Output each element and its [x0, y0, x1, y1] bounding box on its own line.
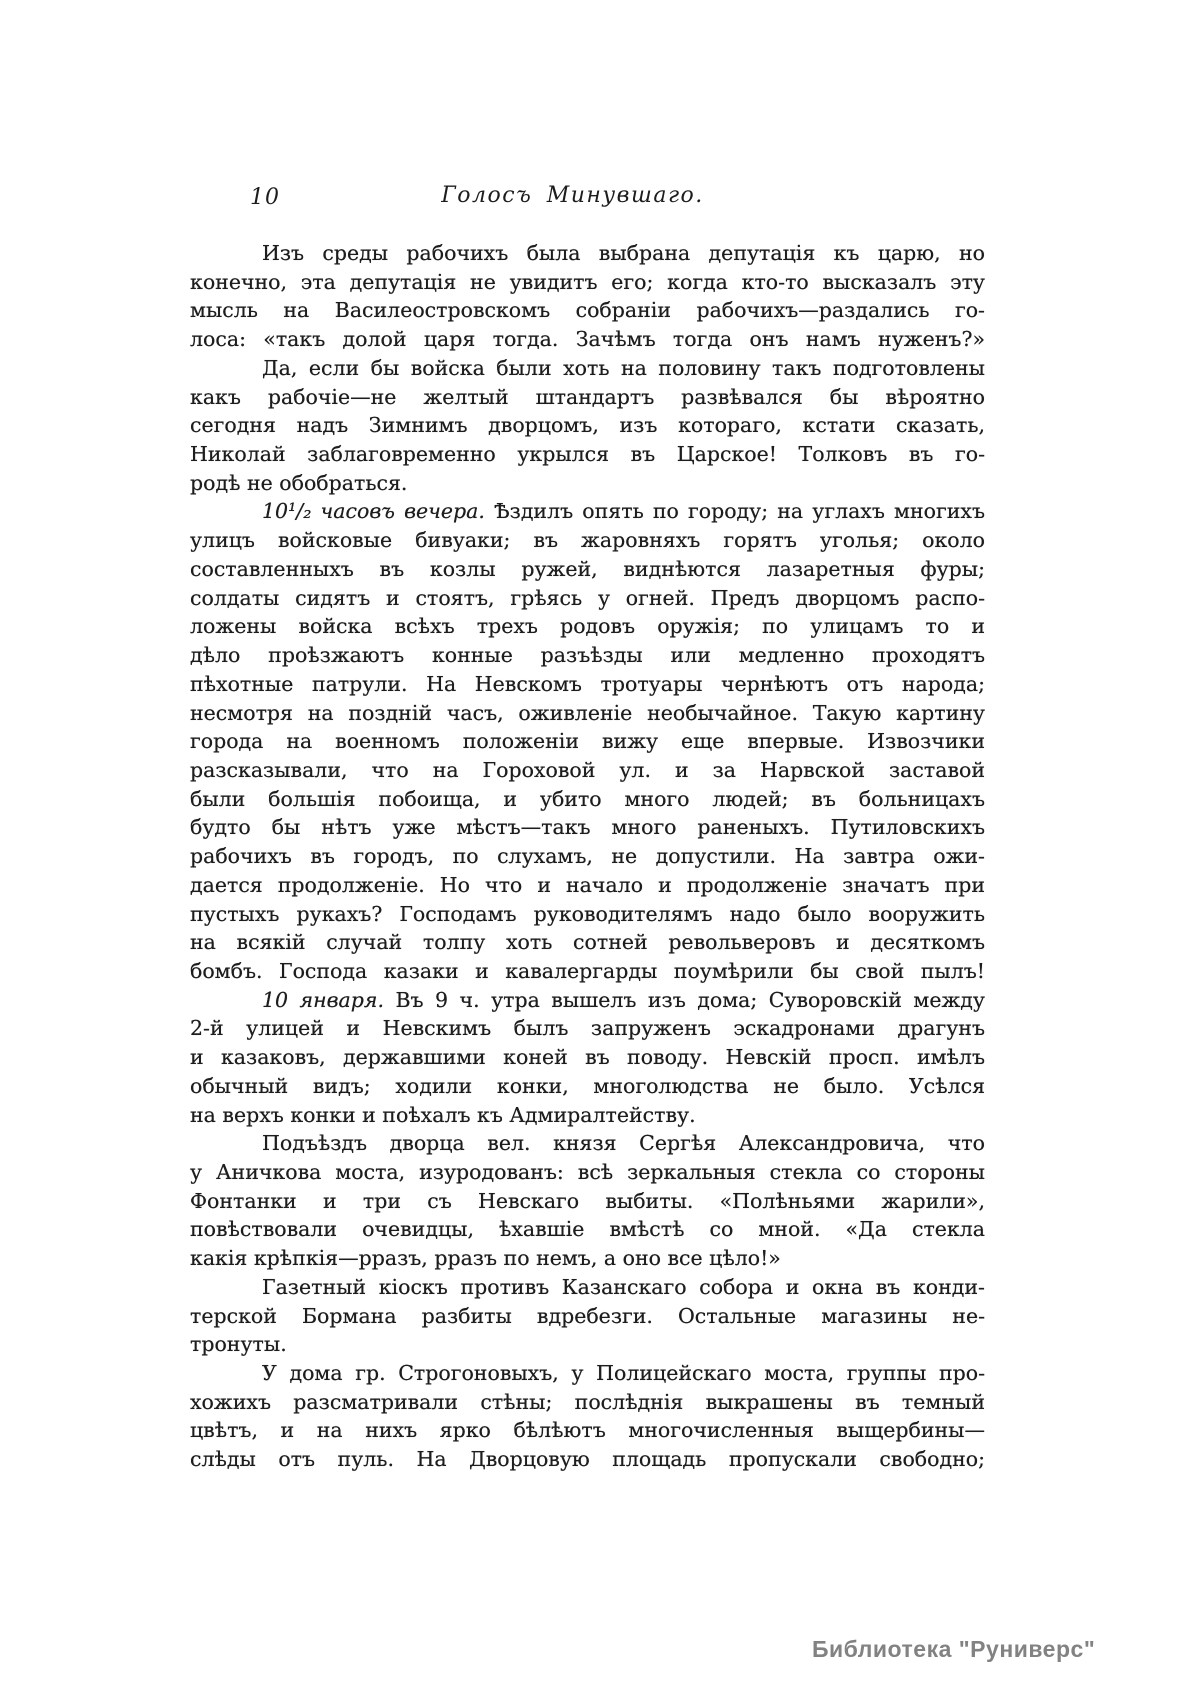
- text-line: были большія побоища, и убито много людей; въ больницахъ: [190, 786, 985, 811]
- text-line: Николай заблаговременно укрылся въ Царское! Толковъ въ го-: [190, 442, 985, 467]
- text-line: какъ рабочіе—не желтый штандартъ развѣвался бы вѣроятно: [190, 384, 985, 409]
- text-line: на верхъ конки и поѣхалъ къ Адмиралтейству.: [190, 1102, 696, 1127]
- text-line: обычный видъ; ходили конки, многолюдства не было. Усѣлся: [190, 1073, 985, 1098]
- text-line: 2-й улицей и Невскимъ былъ запруженъ эскадронами драгунъ: [190, 1016, 985, 1041]
- running-head: [190, 183, 985, 215]
- text-line: пѣхотные патрули. На Невскомъ тротуары чернѣютъ отъ народа;: [190, 671, 985, 696]
- text-line: будто бы нѣтъ уже мѣстъ—такъ много раненыхъ. Путиловскихъ: [190, 815, 985, 840]
- text-line: тронуты.: [190, 1332, 287, 1357]
- text-line: пустыхъ рукахъ? Господамъ руководителямъ надо было вооружить: [190, 901, 985, 926]
- text-line: города на военномъ положеніи вижу еще впервые. Извозчики: [190, 729, 985, 754]
- text-line: Да, если бы войска были хоть на половину такъ подготовлены: [262, 355, 985, 380]
- text-line: разсказывали, что на Гороховой ул. и за Нарвской заставой: [190, 757, 985, 782]
- text-line: цвѣтъ, и на нихъ ярко бѣлѣютъ многочисленныя выщербины—: [190, 1418, 985, 1443]
- text-line: у Аничкова моста, изуродованъ: всѣ зеркальныя стекла со стороны: [190, 1160, 985, 1184]
- text-line: слѣды отъ пуль. На Дворцовую площадь пропускали свободно;: [190, 1447, 985, 1472]
- diary-date-lead: 10¹/₂ часовъ вечера.: [262, 499, 485, 524]
- text-line: родѣ не обобраться.: [190, 470, 408, 495]
- text-line: Фонтанки и три съ Невскаго выбиты. «Полѣньями жарили»,: [190, 1188, 985, 1213]
- text-line: конечно, эта депутація не увидитъ его; когда кто-то высказалъ эту: [190, 269, 985, 294]
- text-line: бомбъ. Господа казаки и кавалергарды поумѣрили бы свой пылъ!: [190, 958, 985, 983]
- text-line: и казаковъ, державшими коней въ поводу. Невскій просп. имѣлъ: [190, 1045, 985, 1070]
- text-line: улицъ войсковые бивуаки; въ жаровняхъ горятъ уголья; около: [190, 528, 985, 553]
- text-line: терской Бормана разбиты вдребезги. Остальные магазины не-: [190, 1303, 985, 1328]
- text-line: хожихъ разсматривали стѣны; послѣднія выкрашены въ темный: [190, 1389, 985, 1414]
- text-line: рабочихъ въ городъ, по слухамъ, не допустили. На завтра ожи-: [190, 844, 985, 869]
- text-line: составленныхъ въ козлы ружей, виднѣются лазаретныя фуры;: [190, 556, 985, 581]
- library-watermark: Библиотека "Руниверс": [812, 1636, 1096, 1662]
- text-line: какія крѣпкія—рразъ, рразъ по немъ, а оно все цѣло!»: [190, 1246, 781, 1271]
- text-line: ложены войска всѣхъ трехъ родовъ оружія; по улицамъ то и: [190, 614, 985, 639]
- body-text-block: [190, 239, 985, 1474]
- text-line: дается продолженіе. Но что и начало и продолженіе значатъ при: [190, 872, 985, 897]
- text-line: Подъѣздъ дворца вел. князя Сергѣя Александровича, что: [262, 1131, 985, 1156]
- page-number: 10: [250, 185, 280, 210]
- text-line: лоса: «такъ долой царя тогда. Зачѣмъ тогда онъ намъ нуженъ?»: [190, 327, 985, 352]
- text-line: солдаты сидятъ и стоятъ, грѣясь у огней. Предъ дворцомъ распо-: [190, 585, 985, 610]
- text-line: Изъ среды рабочихъ была выбрана депутація къ царю, но: [262, 241, 985, 265]
- text-line: дѣло проѣзжаютъ конные разъѣзды или медленно проходятъ: [190, 643, 985, 668]
- text-line: 10 января. Въ 9 ч. утра вышелъ изъ дома; Суворовскій между: [262, 987, 985, 1012]
- text-line: Газетный кіоскъ противъ Казанскаго собора и окна въ конди-: [262, 1274, 985, 1299]
- text-line: У дома гр. Строгоновыхъ, у Полицейскаго моста, группы про-: [262, 1361, 985, 1386]
- journal-title: Голосъ Минувшаго.: [441, 183, 704, 208]
- text-line: повѣствовали очевидцы, ѣхавшіе вмѣстѣ со мной. «Да стекла: [190, 1217, 985, 1242]
- diary-date-lead: 10 января.: [262, 987, 384, 1012]
- text-line: мысль на Василеостровскомъ собраніи рабочихъ—раздались го-: [190, 298, 985, 323]
- text-line: несмотря на поздній часъ, оживленіе необычайное. Такую картину: [190, 700, 985, 725]
- text-line: 10¹/₂ часовъ вечера. Ѣздилъ опять по городу; на углахъ многихъ: [262, 499, 985, 524]
- text-line: на всякій случай толпу хоть сотней револьверовъ и десяткомъ: [190, 930, 985, 955]
- text-line: сегодня надъ Зимнимъ дворцомъ, изъ котораго, кстати сказать,: [190, 413, 985, 438]
